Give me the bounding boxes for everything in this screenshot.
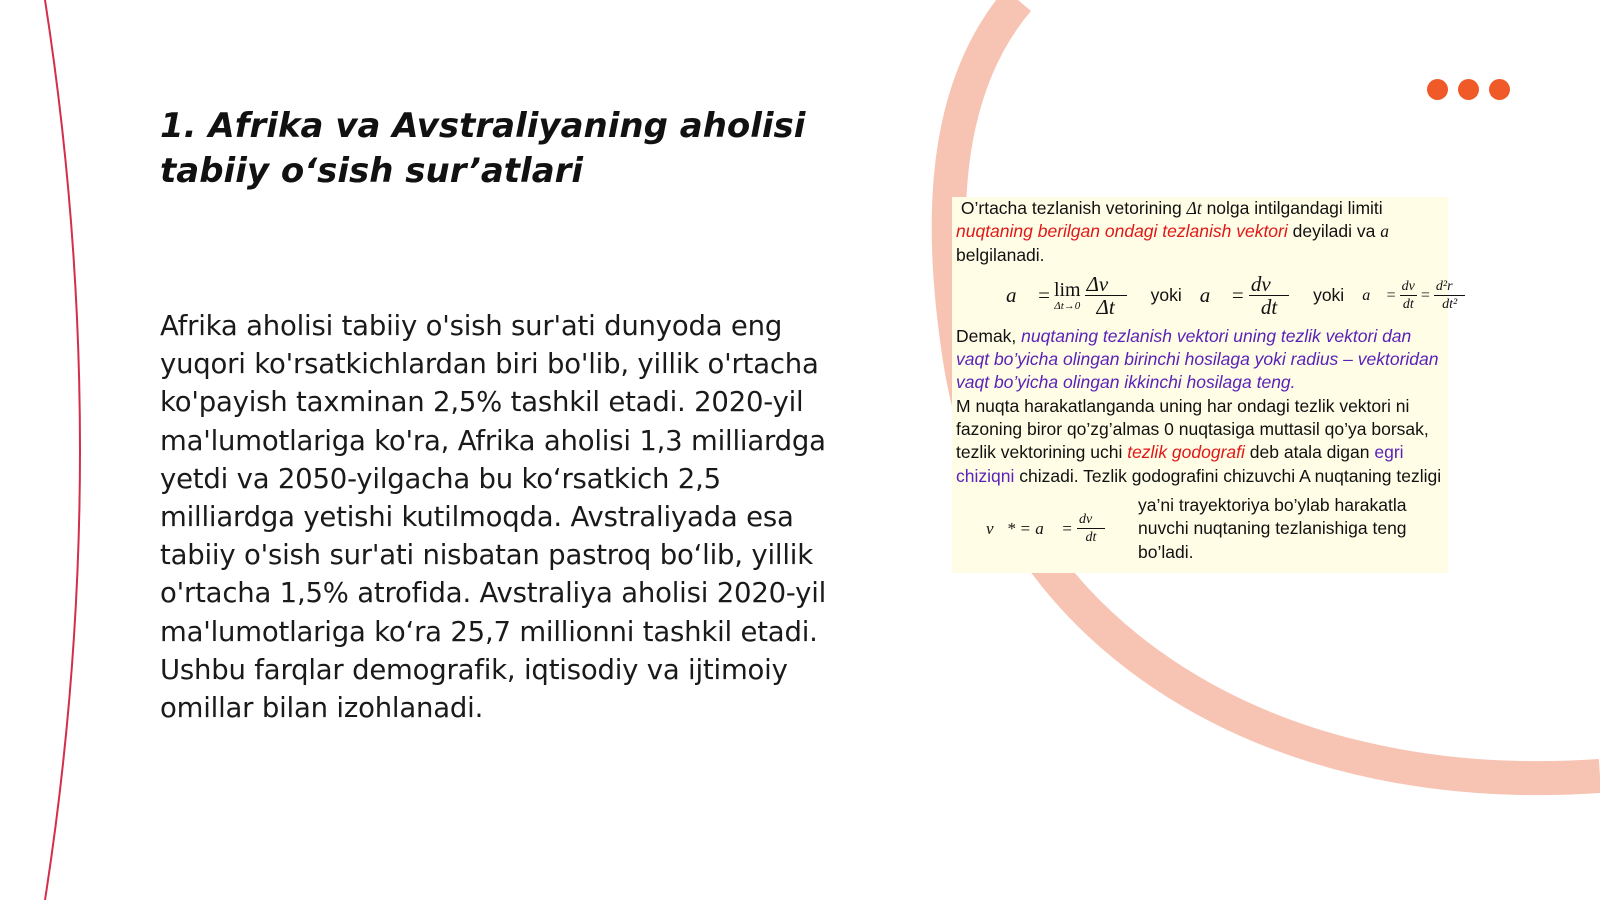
physics-paragraph-1: O’rtacha tezlanish vetorining Δt nolga intilgandagi limiti nuqtaning berilgan ondagi tezlanish vektori deyiladi va a⃗ belgilanadi. [956,198,1403,265]
left-curve-line [45,0,80,900]
slide-body-text: Afrika aholisi tabiiy o'sish sur'ati dunyoda eng yuqori ko'rsatkichlardan biri bo'lib, yillik o'rtacha ko'payish taxminan 2,5% tashkil etadi. 2020-yil ma'lumotlariga ko'ra, Afrika aholisi 1,3 milliardga yetdi va 2050-yilgacha bu ko‘rsatkich 2,5 milliardga yetishi kutilmoqda. Avstraliyada esa tabiiy o'sish sur'ati nisbatan pastroq bo‘lib, yillik o'rtacha 1,5% atrofida. Avstraliya aholisi 2020-yil ma'lumotlariga ko‘ra 25,7 millionni tashkil etadi. Ushbu farqlar demografik, iqtisodiy va ijtimoiy omillar bilan izohlanadi. [160,310,827,725]
dot-icon [1489,79,1510,100]
dots-decoration [1427,79,1510,100]
dot-icon [1427,79,1448,100]
slide-title: 1. Afrika va Avstraliyaning aholisi tabiiy o‘sish sur’atlari [160,106,806,191]
physics-paragraph-4: ya’ni trayektoriya bo’ylab harakatla nuvchi nuqtaning tezlanishiga teng bo’ladi. [1138,494,1407,562]
dot-icon [1458,79,1479,100]
physics-paragraph-2: Demak, nuqtaning tezlanish vektori uning tezlik vektori dan vaqt bo’yicha olingan birinchi hosilaga yoki radius – vektoridan vaqt bo’yicha olingan ikkinchi hosilaga teng. [956,325,1439,393]
acceleration-formulas: a⃗ = lim Δt→0 $\frac{\Delta v⃗}{\Delta t}$ yoki a⃗ = $\frac{dv⃗}{dt}$ yoki a⃗ = $\frac{dv}{dt}$ = $\frac{\text{d²r⃗}}{\text{dt²}}$ [1006,272,1464,320]
godograph-formula-row: v⃗* = a⃗ = $\frac{dv⃗}{dt}$ ya’ni trayektoriya bo’ylab harakatla nuvchi nuqtaning tezlanishiga teng bo’ladi. [956,494,1444,564]
physics-paragraph-3: M nuqta harakatlanganda uning har ondagi tezlik vektori ni fazoning biror qo’zg’almas 0 nuqtasiga muttasil qo’ya borsak, tezlik vektorining uchi tezlik godografi deb atala digan egri chiziqni chizadi. Tezlik godografini chizuvchi A nuqtaning tezligi [956,395,1442,486]
physics-image-panel [952,197,1464,573]
